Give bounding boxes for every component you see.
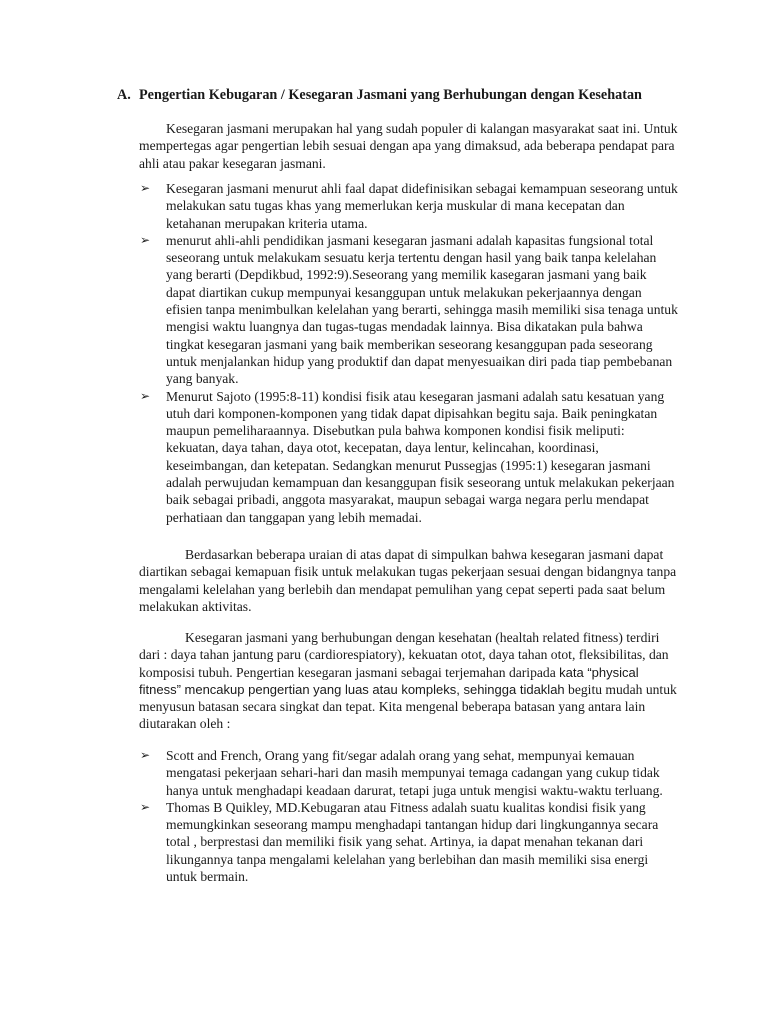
list-item-text: Kesegaran jasmani menurut ahli faal dapat didefinisikan sebagai kemampuan seseorang untuk melakukan satu tugas khas yang memerlukan kerja muskular di mana kecepatan dan ketahanan merupakan kriteria utama. bbox=[166, 181, 678, 231]
list-item bbox=[139, 388, 679, 526]
health-fitness-text-3: begitu mudah untuk menyusun batasan secara singkat dan tepat. Kita mengenal beberapa batasan yang antara lain diutarakan oleh : bbox=[139, 681, 677, 732]
list-item bbox=[139, 747, 679, 799]
list-item bbox=[139, 232, 679, 388]
health-fitness-text-2: kata “physical fitness” mencakup pengertian yang luas atau kompleks, sehingga tidaklah bbox=[139, 664, 639, 697]
list-item bbox=[139, 180, 679, 232]
list-item-text: Scott and French, Orang yang fit/segar adalah orang yang sehat, mempunyai kemauan mengatasi pekerjaan sehari-hari dan masih mempunyai temaga cadangan yang cukup tidak hanya untuk menghadapi keadaan darurat, tetapi juga untuk mengisi waktu-waktu terluang. bbox=[166, 748, 663, 798]
section-title: Pengertian Kebugaran / Kesegaran Jasmani yang Berhubungan dengan Kesehatan bbox=[139, 87, 642, 103]
arrowhead-bullet-icon: ➢ bbox=[140, 748, 151, 762]
list-item-text: Menurut Sajoto (1995:8-11) kondisi fisik atau kesegaran jasmani adalah satu kesatuan yang utuh dari komponen-komponen yang tidak dapat dipisahkan begitu saja. Baik peningkatan maupun pemeliharaannya. Disebutkan pula bahwa komponen kondisi fisik meliputi: kekuatan, daya tahan, daya otot, kecepatan, daya lentur, kelincahan, koordinasi, keseimbangan, dan ketepatan. Sedangkan menurut Pussegjas (1995:1) kesegaran jasmani adalah perwujudan kemampuan dan kesanggupan fisik seseorang untuk melakukan pekerjaan baik sebagai pribadi, anggota masyarakat, maupun sebagai warga negara perlu mendapat perhatiaan dan tanggapan yang lebih memadai. bbox=[166, 388, 675, 525]
section-heading bbox=[117, 86, 642, 104]
arrowhead-bullet-icon: ➢ bbox=[140, 388, 151, 403]
list-item-text: menurut ahli-ahli pendidikan jasmani kesegaran jasmani adalah kapasitas fungsional total seseorang untuk melakukam sesuatu kerja tertentu dengan hasil yang baik tanpa kelelahan yang berarti (Depdikbud, 1992:9).Seseorang yang memilik kasegaran jasmani yang baik dapat diartikan cukup mempunyai kesanggupan untuk melakukan pekerjaannya dengan efisien tanpa menimbulkan kelelahan yang berarti, sehingga masih memiliki sisa tenaga untuk mengisi waktu luangnya dan tugas-tugas mendadak lainnya. Bisa dikatakan pula bahwa tingkat kesegaran jasmani yang baik memberikan seseorang kesanggupan pada seseorang untuk menjalankan hidup yang produktif dan dapat menyesuaikan diri pada tiap pembebanan yang banyak. bbox=[166, 232, 678, 387]
intro-paragraph: Kesegaran jasmani merupakan hal yang sudah populer di kalangan masyarakat saat ini. Untuk mempertegas agar pengertian lebih sesuai dengan apa yang dimaksud, ada beberapa pendapat para ahli atau pakar kesegaran jasmani. bbox=[139, 121, 678, 171]
arrowhead-bullet-icon: ➢ bbox=[140, 232, 151, 247]
arrowhead-bullet-icon: ➢ bbox=[140, 799, 151, 814]
arrowhead-bullet-icon: ➢ bbox=[140, 181, 151, 195]
list-item-text: Thomas B Quikley, MD.Kebugaran atau Fitness adalah suatu kualitas kondisi fisik yang memungkinkan seseorang mampu menghadapi tantangan hidup dari lingkungannya secara total , berprestasi dan memiliki fisik yang sehat. Artinya, ia dapat menahan tekanan dari likungannya tanpa mengalami kelelahan yang berlebihan dan masih memiliki sisa energi untuk bermain. bbox=[166, 799, 659, 885]
conclusion-paragraph: Berdasarkan beberapa uraian di atas dapat di simpulkan bahwa kesegaran jasmani dapat diartikan sebagai kemapuan fisik untuk melakukan tugas pekerjaan sesuai dengan bidangnya tanpa mengalami kelelahan yang berlebih dan mendapat pemulihan yang cepat seperti pada saat belum melakukan aktivitas. bbox=[139, 547, 677, 614]
health-fitness-paragraph bbox=[139, 629, 679, 733]
health-fitness-text-1: Kesegaran jasmani yang berhubungan dengan kesehatan (healtah related fitness) terdiri dari : daya tahan jantung paru (cardiorespiatory), kekuatan otot, daya tahan otot, fleksibilitas, dan komposisi tubuh. Pengertian kesegaran jasmani sebagai terjemahan daripada bbox=[139, 630, 669, 680]
definitions-list bbox=[139, 180, 679, 526]
list-item bbox=[139, 799, 679, 885]
experts-list bbox=[139, 747, 679, 885]
section-number: A. bbox=[117, 87, 131, 103]
